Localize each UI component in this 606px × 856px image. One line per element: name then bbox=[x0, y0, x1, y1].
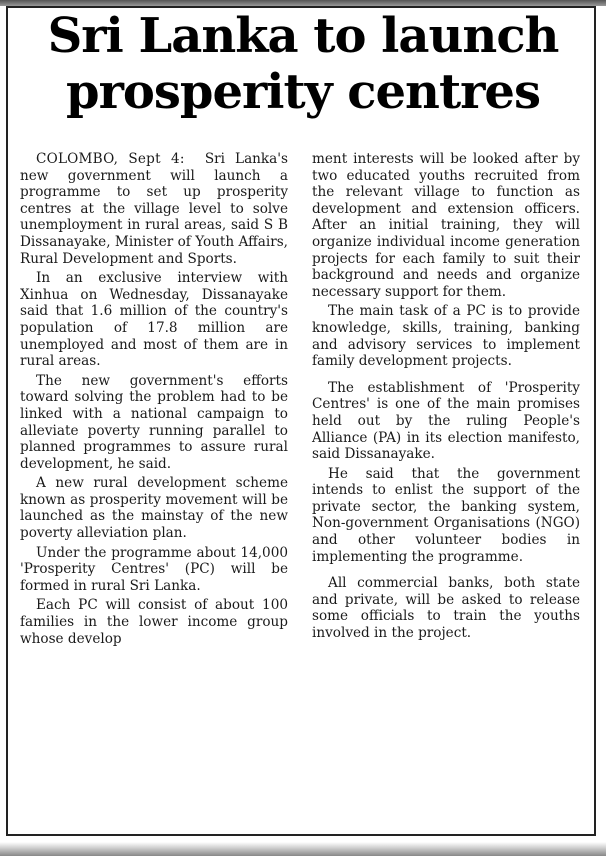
paragraph-2: In an exclusive interview with Xinhua on Wednesday, Dissanayake said that 1.6 million of the country's population of 17.8 million are unemployed and most of them are in rural areas. bbox=[20, 270, 288, 370]
paragraph-8: The establishment of 'Prosperity Centres' is one of the main promises held out by the ruling People's Alliance (PA) in its election manifesto, said Dissanayake. bbox=[312, 379, 580, 463]
paragraph-1: COLOMBO, Sept 4: Sri Lanka's new government will launch a programme to set up prosperity centres at the village level to solve unemployment in rural areas, said S B Dissanayake, Minister of Youth Affairs, Rural Development and Sports. bbox=[20, 151, 288, 267]
article-body bbox=[20, 151, 590, 831]
paragraph-9: He said that the government intends to enlist the support of the private sector, the banking system, Non-government Organisations (NGO) and other volunteer bodies in implementing the programme. bbox=[312, 465, 580, 565]
column-left bbox=[20, 151, 288, 650]
column-right bbox=[312, 151, 580, 645]
headline bbox=[8, 8, 598, 120]
paragraph-3: The new government's efforts toward solving the problem had to be linked with a national campaign to alleviate poverty running parallel to planned programmes to assure rural development, he said. bbox=[20, 372, 288, 472]
paragraph-6-continued: ment interests will be looked after by two educated youths recruited from the relevant village to function as development and extension officers. After an initial training, they will organize individual income generation projects for each family to suit their background and needs and organize necessary support for them. bbox=[312, 151, 580, 300]
headline-line-1: Sri Lanka to launch bbox=[47, 8, 559, 64]
dateline: COLOMBO, Sept 4: bbox=[36, 151, 185, 167]
bottom-rule bbox=[0, 842, 606, 856]
paragraph-4: A new rural development scheme known as prosperity movement will be launched as the mainstay of the new poverty alleviation plan. bbox=[20, 475, 288, 542]
paragraph-5: Under the programme about 14,000 'Prosperity Centres' (PC) will be formed in rural Sri Lanka. bbox=[20, 544, 288, 594]
headline-line-2: prosperity centres bbox=[66, 64, 540, 120]
paragraph-7: The main task of a PC is to provide knowledge, skills, training, banking and advisory services to implement family development projects. bbox=[312, 303, 580, 370]
paragraph-10: All commercial banks, both state and private, will be asked to release some officials to train the youths involved in the project. bbox=[312, 575, 580, 642]
paragraph-6-start: Each PC will consist of about 100 families in the lower income group whose develop bbox=[20, 597, 288, 647]
